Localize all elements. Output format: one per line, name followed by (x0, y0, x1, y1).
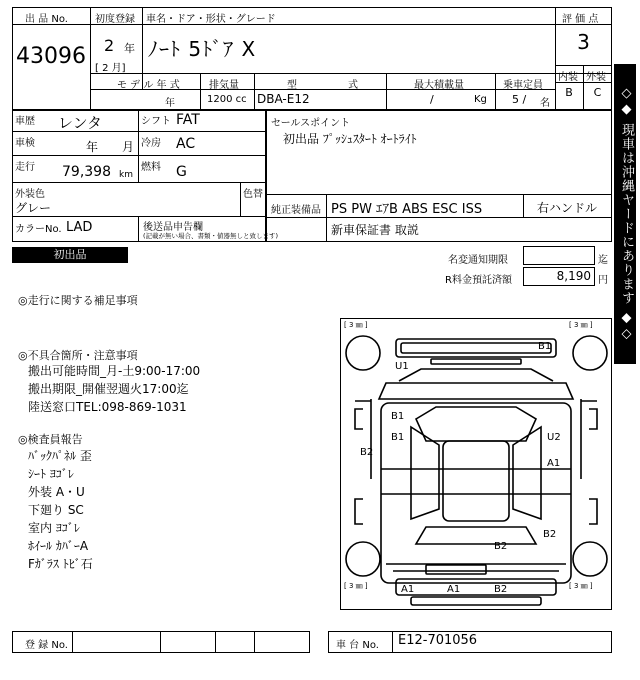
defects-line-2: 搬出期限_開催翌週火17:00迄 (28, 382, 189, 396)
warranty: 新車保証書 取説 (331, 223, 419, 237)
exterior-label: 外装 (586, 72, 606, 83)
max-load-unit: Kg (474, 94, 487, 105)
sales-point: 初出品 ﾌﾟｯｼｭｽﾀｰﾄ ｵｰﾄﾗｲﾄ (283, 132, 417, 146)
inspection-label: 車検 (15, 138, 35, 149)
damage-mark: A1 (447, 584, 461, 595)
shift-label: シフト (141, 116, 171, 127)
fuel-label: 燃料 (141, 162, 161, 173)
inspector-line-4: 下廻り SC (28, 503, 84, 517)
tire-depth-rear-left: [ 3 ㎜ ] (344, 582, 368, 590)
fuel: G (176, 164, 187, 180)
first-reg-year: 2 (104, 36, 115, 55)
interior-grade: B (565, 86, 573, 99)
defects-line-3: 陸送窓口TEL:098-869-1031 (28, 400, 187, 414)
first-reg-month: [ 2 月] (95, 63, 126, 74)
displacement: 1200 cc (207, 94, 247, 105)
inspector-line-1: ﾊﾞｯｸﾊﾟﾈﾙ 歪 (28, 449, 92, 463)
mileage-unit: km (119, 170, 133, 180)
damage-mark: A1 (547, 458, 561, 469)
damage-mark: B1 (391, 411, 405, 422)
displacement-label: 排気量 (209, 80, 239, 91)
defects-title: ◎不具合箇所・注意事項 (18, 349, 138, 362)
driving-notes-title: ◎走行に関する補足事項 (18, 294, 138, 307)
damage-mark: B2 (494, 584, 508, 595)
lot-no-label: 出 品 No. (25, 14, 68, 25)
rating-label: 評 価 点 (562, 14, 599, 25)
wheel-rear-right (573, 542, 607, 576)
ext-color-label: 外装色 (15, 189, 45, 200)
tire-depth-front-right: [ 3 ㎜ ] (569, 321, 593, 329)
color-no-label: カラーNo. (15, 224, 62, 235)
recolor-label: 色替 (243, 189, 263, 200)
model-year-unit: 年 (165, 98, 175, 109)
exterior-grade: C (593, 86, 602, 99)
car-name: ﾉｰﾄ 5ﾄﾞｱ X (148, 37, 257, 61)
recycle-label: R料金預託済額 (445, 275, 512, 286)
first-listing-badge: 初出品 (12, 247, 128, 263)
history-label: 車歴 (15, 116, 35, 127)
name-change-box (523, 246, 595, 265)
damage-mark: U2 (547, 432, 561, 443)
lot-no: 43096 (16, 44, 86, 69)
tire-depth-front-left: [ 3 ㎜ ] (344, 321, 368, 329)
tire-depth-rear-right: [ 3 ㎜ ] (569, 582, 593, 590)
damage-mark: B2 (494, 541, 508, 552)
max-load-label: 最大積載量 (414, 80, 464, 91)
wheel-rear-left (346, 542, 380, 576)
wheel-front-right (573, 336, 607, 370)
mileage: 79,398 (62, 164, 111, 180)
inspector-line-5: 室内 ﾖｺﾞﾚ (28, 521, 80, 535)
defects-line-1: 搬出可能時間_月-土9:00-17:00 (28, 364, 201, 378)
color-no: LAD (66, 220, 93, 235)
chassis-no: E12-701056 (398, 633, 478, 648)
type-label: 型 (287, 80, 297, 91)
damage-mark: B2 (360, 447, 374, 458)
ac-label: 冷房 (141, 138, 161, 149)
handle: 右ハンドル (537, 201, 598, 215)
first-reg-label: 初度登録 (95, 14, 135, 25)
ac: AC (176, 136, 196, 152)
max-load: / (430, 93, 434, 106)
name-change-label: 名変通知期限 (448, 255, 508, 266)
sales-point-label: セールスポイント (271, 118, 351, 129)
side-banner: ◇◆ 現車は沖縄ヤードにあります ◆◇ (614, 64, 636, 364)
inspector-title: ◎検査員報告 (18, 433, 83, 446)
recycle-value: 8,190 (556, 269, 591, 283)
wheel-front-left (346, 336, 380, 370)
damage-mark: B2 (543, 529, 557, 540)
capacity: 5 / (512, 93, 527, 106)
damage-mark: B1 (391, 432, 405, 443)
car-diagram-drawing (341, 319, 611, 609)
equipment: PS PW ｴｱB ABS ESC ISS (331, 202, 483, 217)
name-change-unit: 迄 (598, 255, 608, 266)
equipment-label: 純正装備品 (271, 205, 321, 216)
ext-color: グレー (15, 201, 52, 215)
inspector-line-6: ﾎｲｰﾙ ｶﾊﾞｰA (28, 539, 89, 553)
model-type: DBA-E12 (257, 92, 310, 106)
inspector-line-2: ｼｰﾄ ﾖｺﾞﾚ (28, 467, 74, 481)
history: レンタ (58, 114, 103, 132)
chassis-label: 車 台 No. (336, 640, 379, 651)
car-diagram (340, 318, 612, 610)
aftermarket-note: (記載が無い場合、書類・値器無しと致します) (143, 232, 279, 240)
car-name-label: 車名・ドア・形状・グレード (146, 14, 276, 25)
damage-mark: B1 (538, 341, 552, 352)
interior-label: 内装 (558, 72, 578, 83)
damage-mark: A1 (401, 584, 415, 595)
inspector-line-7: Fｶﾞﾗｽ ﾄﾋﾞ石 (28, 557, 93, 571)
inspector-line-3: 外装 A・U (28, 485, 85, 499)
year-unit: 年 (124, 42, 135, 55)
type-label-2: 式 (348, 80, 358, 91)
recycle-unit: 円 (598, 275, 608, 286)
mileage-label: 走行 (15, 162, 35, 173)
rating: 3 (577, 30, 590, 54)
model-year-label: モ デ ル 年 式 (117, 80, 180, 91)
capacity-unit: 名 (540, 98, 550, 109)
inspection: 年 月 (86, 140, 135, 154)
capacity-label: 乗車定員 (503, 80, 543, 91)
aftermarket-label: 後送品申告欄 (143, 222, 203, 233)
reg-no-label: 登 録 No. (25, 640, 68, 651)
damage-mark: U1 (395, 361, 409, 372)
shift: FAT (176, 112, 200, 128)
